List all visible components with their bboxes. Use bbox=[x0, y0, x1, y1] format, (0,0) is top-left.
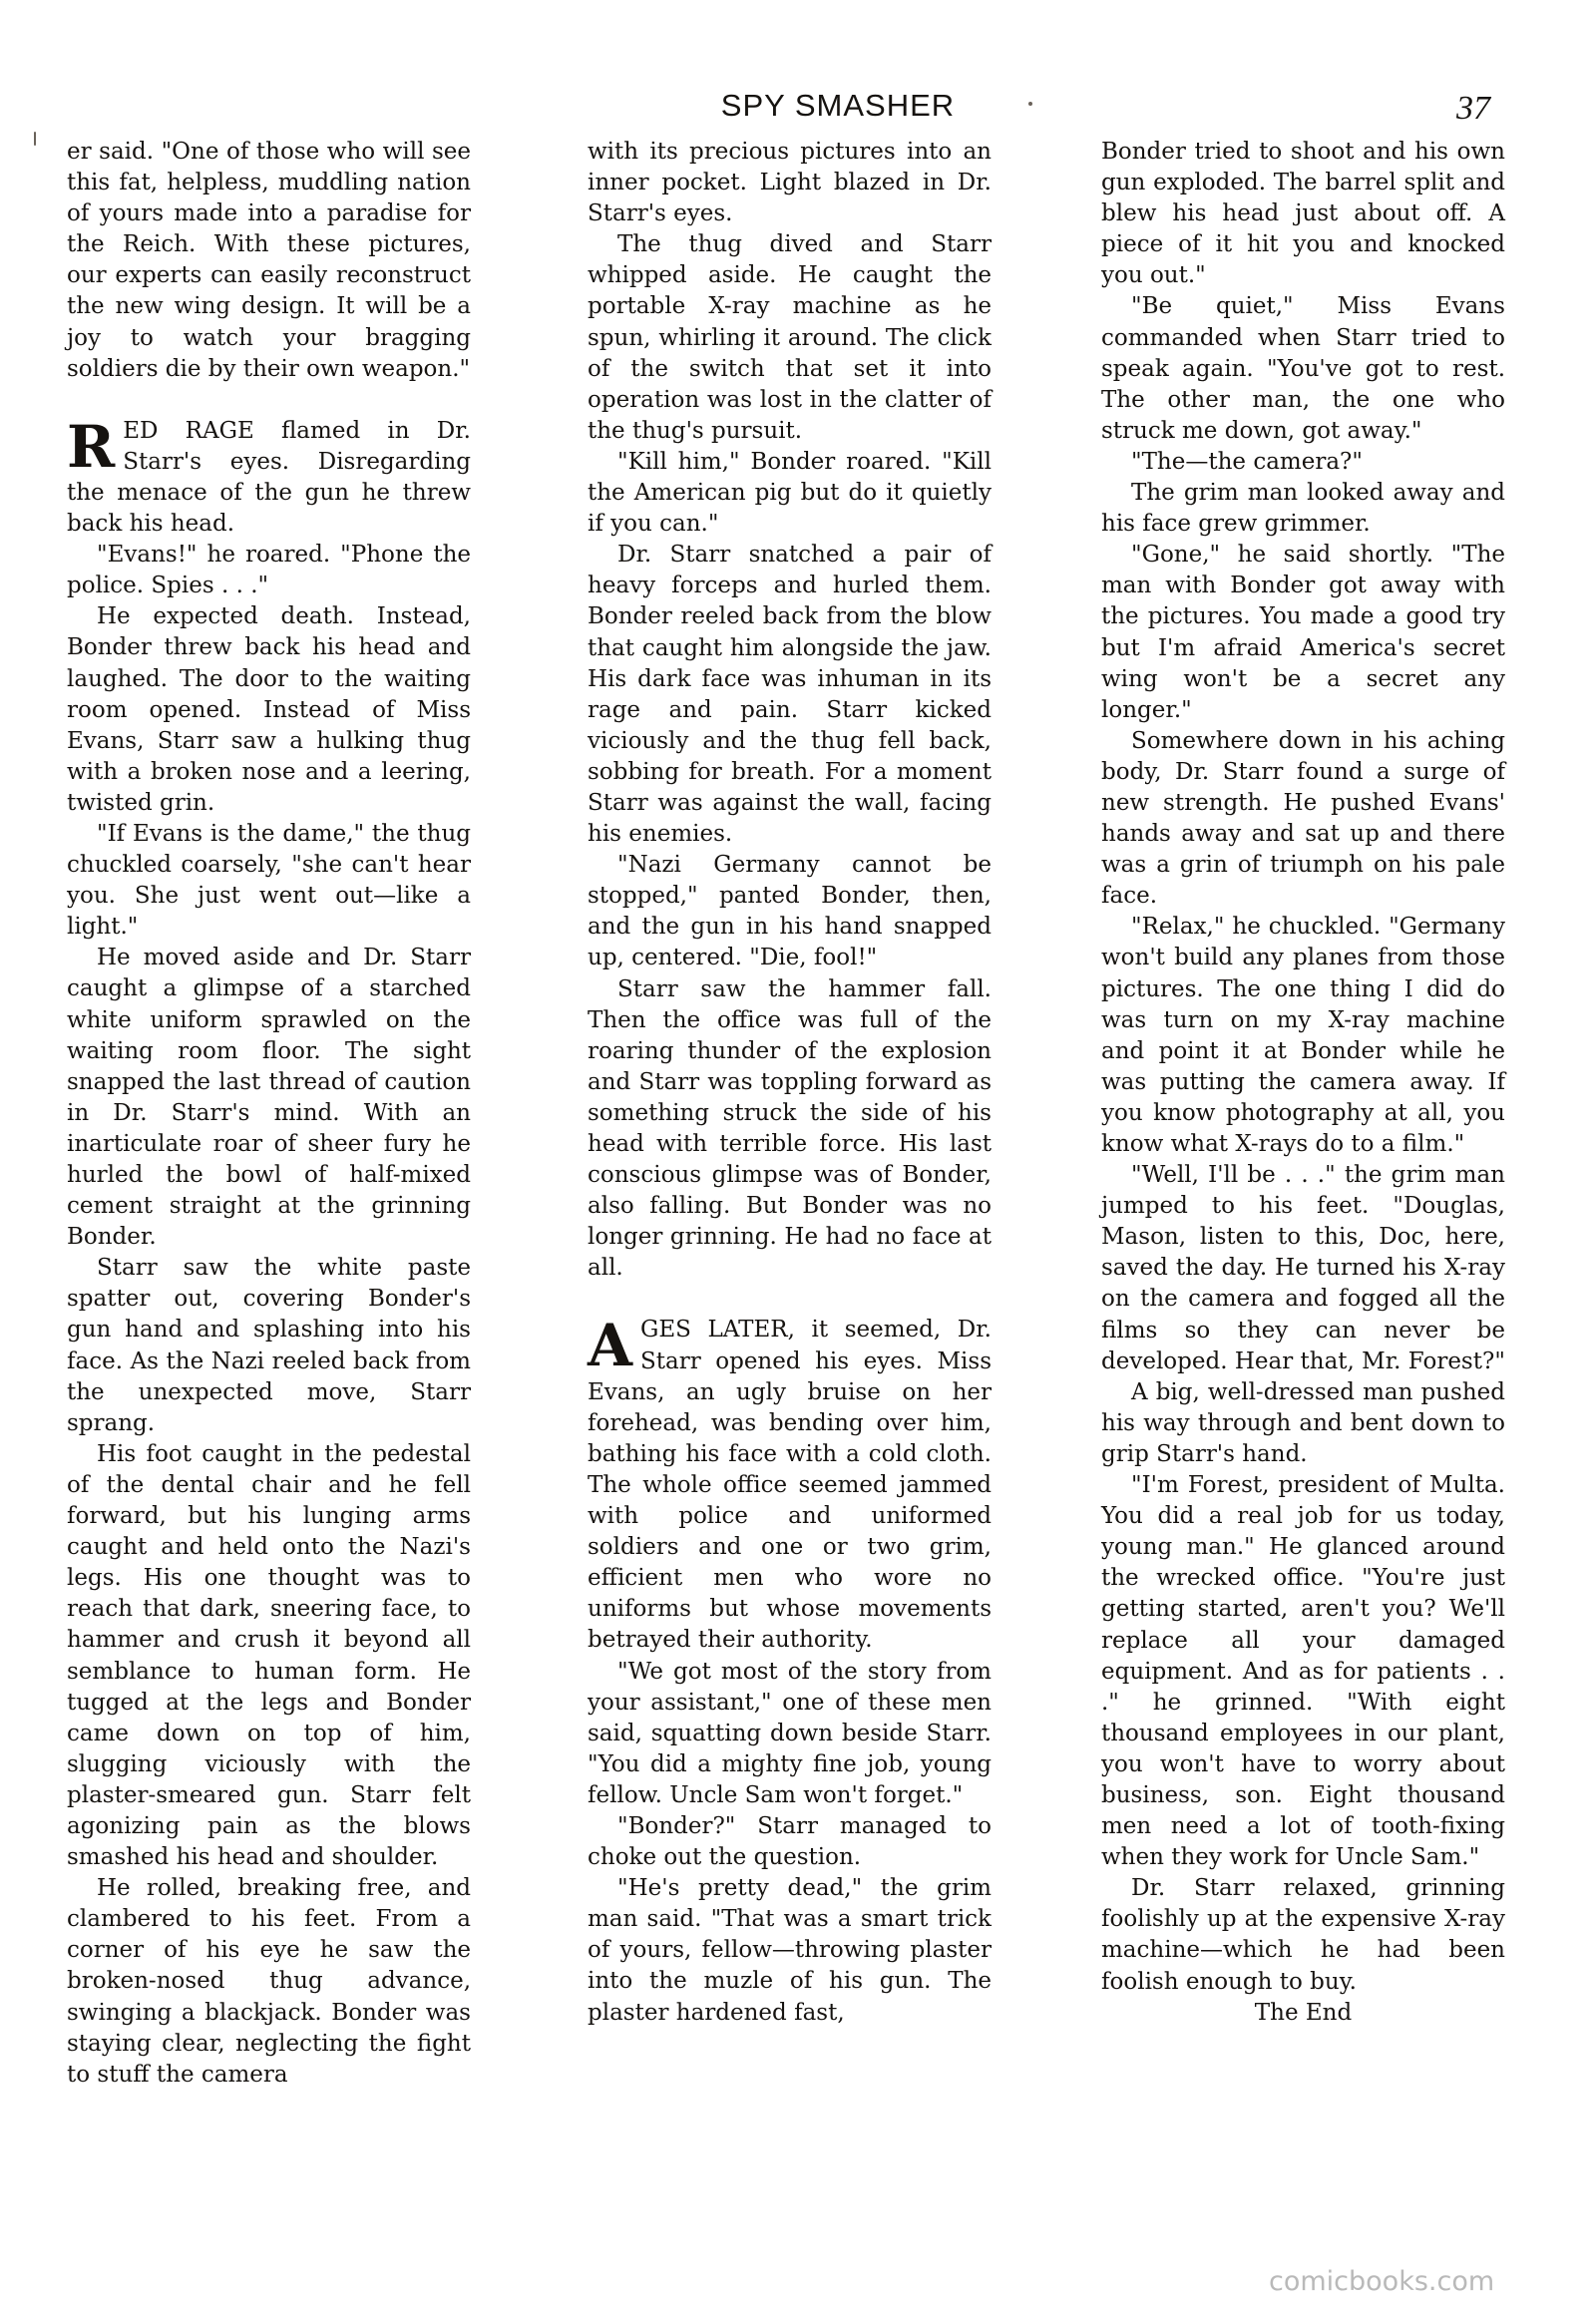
paragraph: "The—the camera?" bbox=[1131, 448, 1363, 475]
drop-cap: A bbox=[588, 1312, 633, 1380]
print-speck bbox=[1028, 102, 1032, 106]
paragraph: Starr saw the hammer fall. Then the office was full of the roaring thunder of the explosion and Starr was toppling forward as something struck the side of his head with terrible force. His last conscious glimpse was of Bonder, also falling. But Bonder was no longer grinning. He had no face at all. bbox=[588, 975, 992, 1282]
text-column-2 bbox=[588, 137, 992, 2029]
text-column-1 bbox=[67, 137, 471, 2091]
running-header-title: SPY SMASHER bbox=[720, 88, 956, 123]
paragraph: "If Evans is the dame," the thug chuckled coarsely, "she can't hear you. She just went out—like a light." bbox=[67, 820, 471, 941]
paragraph: Starr saw the white paste spatter out, covering Bonder's gun hand and splashing into his face. As the Nazi reeled back from the unexpected move, Starr sprang. bbox=[67, 1255, 471, 1436]
paragraph: The thug dived and Starr whipped aside. He caught the portable X-ray machine as he spun, whirling it around. The click of the switch that set it into operation was lost in the clatter of the thug's pursuit. bbox=[588, 231, 992, 444]
paragraph-text: ED RAGE flamed in Dr. Starr's eyes. Disregarding the menace of the gun he threw back his head. bbox=[67, 417, 471, 538]
paragraph: Somewhere down in his aching body, Dr. Starr found a surge of new strength. He pushed Evans' hands away and sat up and there was a grin of triumph on his pale face. bbox=[1101, 727, 1505, 910]
paragraph: "Nazi Germany cannot be stopped," panted Bonder, then, and the gun in his hand snapped up, centered. "Die, fool!" bbox=[588, 852, 992, 971]
paragraph: with its precious pictures into an inner pocket. Light blazed in Dr. Starr's eyes. bbox=[588, 139, 992, 227]
site-watermark: comicbooks.com bbox=[1269, 2266, 1495, 2297]
paragraph: "Gone," he said shortly. "The man with Bonder got away with the pictures. You made a good try but I'm afraid America's secret wing won't be a secret any longer." bbox=[1101, 542, 1505, 723]
paragraph: er said. "One of those who will see this fat, helpless, muddling nation of yours made into a paradise for the Reich. With these pictures, our experts can easily reconstruct the new wing design. It will be a joy to watch your bragging soldiers die by their own weapon." bbox=[67, 139, 471, 382]
story-end-label: The End bbox=[1254, 1999, 1353, 2026]
paragraph: His foot caught in the pedestal of the dental chair and he fell forward, but his lunging arms caught and held onto the Nazi's legs. His one thought was to reach that dark, sneering face, to hammer and crush it beyond all semblance to human form. He tugged at the legs and Bonder came down on top of him, slugging viciously with the plaster-smeared gun. Starr felt agonizing pain as the blows smashed his head and shoulder. bbox=[67, 1440, 471, 1871]
drop-cap: R bbox=[67, 412, 116, 481]
paragraph: "Relax," he chuckled. "Germany won't build any planes from those pictures. The one thing I did do was turn on my X-ray machine and point it at Bonder while he was putting the camera away. If you know photography at all, you know what X-rays do to a film." bbox=[1101, 914, 1505, 1157]
paragraph-text: GES LATER, it seemed, Dr. Starr opened his eyes. Miss Evans, an ugly bruise on her forehead, was bending over him, bathing his face with a cold cloth. The whole office seemed jammed with police and uniformed soldiers and one or two grim, efficient men who wore no uniforms but whose movements betrayed their authority. bbox=[588, 1317, 992, 1654]
paragraph: He rolled, breaking free, and clambered to his feet. From a corner of his eye he saw the broken-nosed thug advance, swinging a blackjack. Bonder was staying clear, neglecting the fight to stuff the camera bbox=[67, 1875, 471, 2088]
print-speck bbox=[34, 132, 36, 146]
section-paragraph bbox=[588, 1312, 992, 1656]
section-paragraph bbox=[67, 412, 471, 540]
paragraph: "Kill him," Bonder roared. "Kill the American pig but do it quietly if you can." bbox=[588, 448, 992, 538]
paragraph: He expected death. Instead, Bonder threw back his head and laughed. The door to the waiting room opened. Instead of Miss Evans, Starr saw a hulking thug with a broken nose and a leering, twisted grin. bbox=[67, 603, 471, 816]
paragraph: Bonder tried to shoot and his own gun exploded. The barrel split and blew his head just about off. A piece of it hit you and knocked you out." bbox=[1101, 139, 1505, 289]
paragraph: He moved aside and Dr. Starr caught a glimpse of a starched white uniform sprawled on the waiting room floor. The sight snapped the last thread of caution in Dr. Starr's mind. With an inarticulate roar of sheer fury he hurled the bowl of half-mixed cement straight at the grinning Bonder. bbox=[67, 945, 471, 1251]
paragraph: "He's pretty dead," the grim man said. "That was a smart trick of yours, fellow—throwing plaster into the muzle of his gun. The plaster hardened fast, bbox=[588, 1875, 992, 2026]
paragraph: "We got most of the story from your assistant," one of these men said, squatting down beside Starr. "You did a mighty fine job, young fellow. Uncle Sam won't forget." bbox=[588, 1658, 992, 1808]
paragraph: Dr. Starr snatched a pair of heavy forceps and hurled them. Bonder reeled back from the blow that caught him alongside the jaw. His dark face was inhuman in its rage and pain. Starr kicked viciously and the thug fell back, sobbing for breath. For a moment Starr was against the wall, facing his enemies. bbox=[588, 542, 992, 848]
text-column-3 bbox=[1101, 137, 1505, 2029]
paragraph: The grim man looked away and his face grew grimmer. bbox=[1101, 480, 1505, 538]
paragraph: A big, well-dressed man pushed his way through and bent down to grip Starr's hand. bbox=[1101, 1378, 1505, 1467]
paragraph: Dr. Starr relaxed, grinning foolishly up at the expensive X-ray machine—which he had been foolish enough to buy. bbox=[1101, 1875, 1505, 1995]
paragraph: "Well, I'll be . . ." the grim man jumped to his feet. "Douglas, Mason, listen to this, Doc, here, saved the day. He turned his X-ray on the camera and fogged all the films so they can never be developed. Hear that, Mr. Forest?" bbox=[1101, 1162, 1505, 1374]
page-number: 37 bbox=[1456, 90, 1490, 127]
paragraph: "Bonder?" Starr managed to choke out the question. bbox=[588, 1812, 992, 1871]
paragraph: "Be quiet," Miss Evans commanded when Starr tried to speak again. "You've got to rest. The other man, the one who struck me down, got away." bbox=[1101, 293, 1505, 444]
paragraph: "Evans!" he roared. "Phone the police. Spies . . ." bbox=[67, 542, 471, 599]
paragraph: "I'm Forest, president of Multa. You did a real job for us today, young man." He glanced around the wrecked office. "You're just getting started, aren't you? We'll replace all your damaged equipment. And as for patients . . ." he grinned. "With eight thousand employees in our plant, you won't have to worry about business, son. Eight thousand men need a lot of tooth-fixing when they work for Uncle Sam." bbox=[1101, 1472, 1505, 1871]
